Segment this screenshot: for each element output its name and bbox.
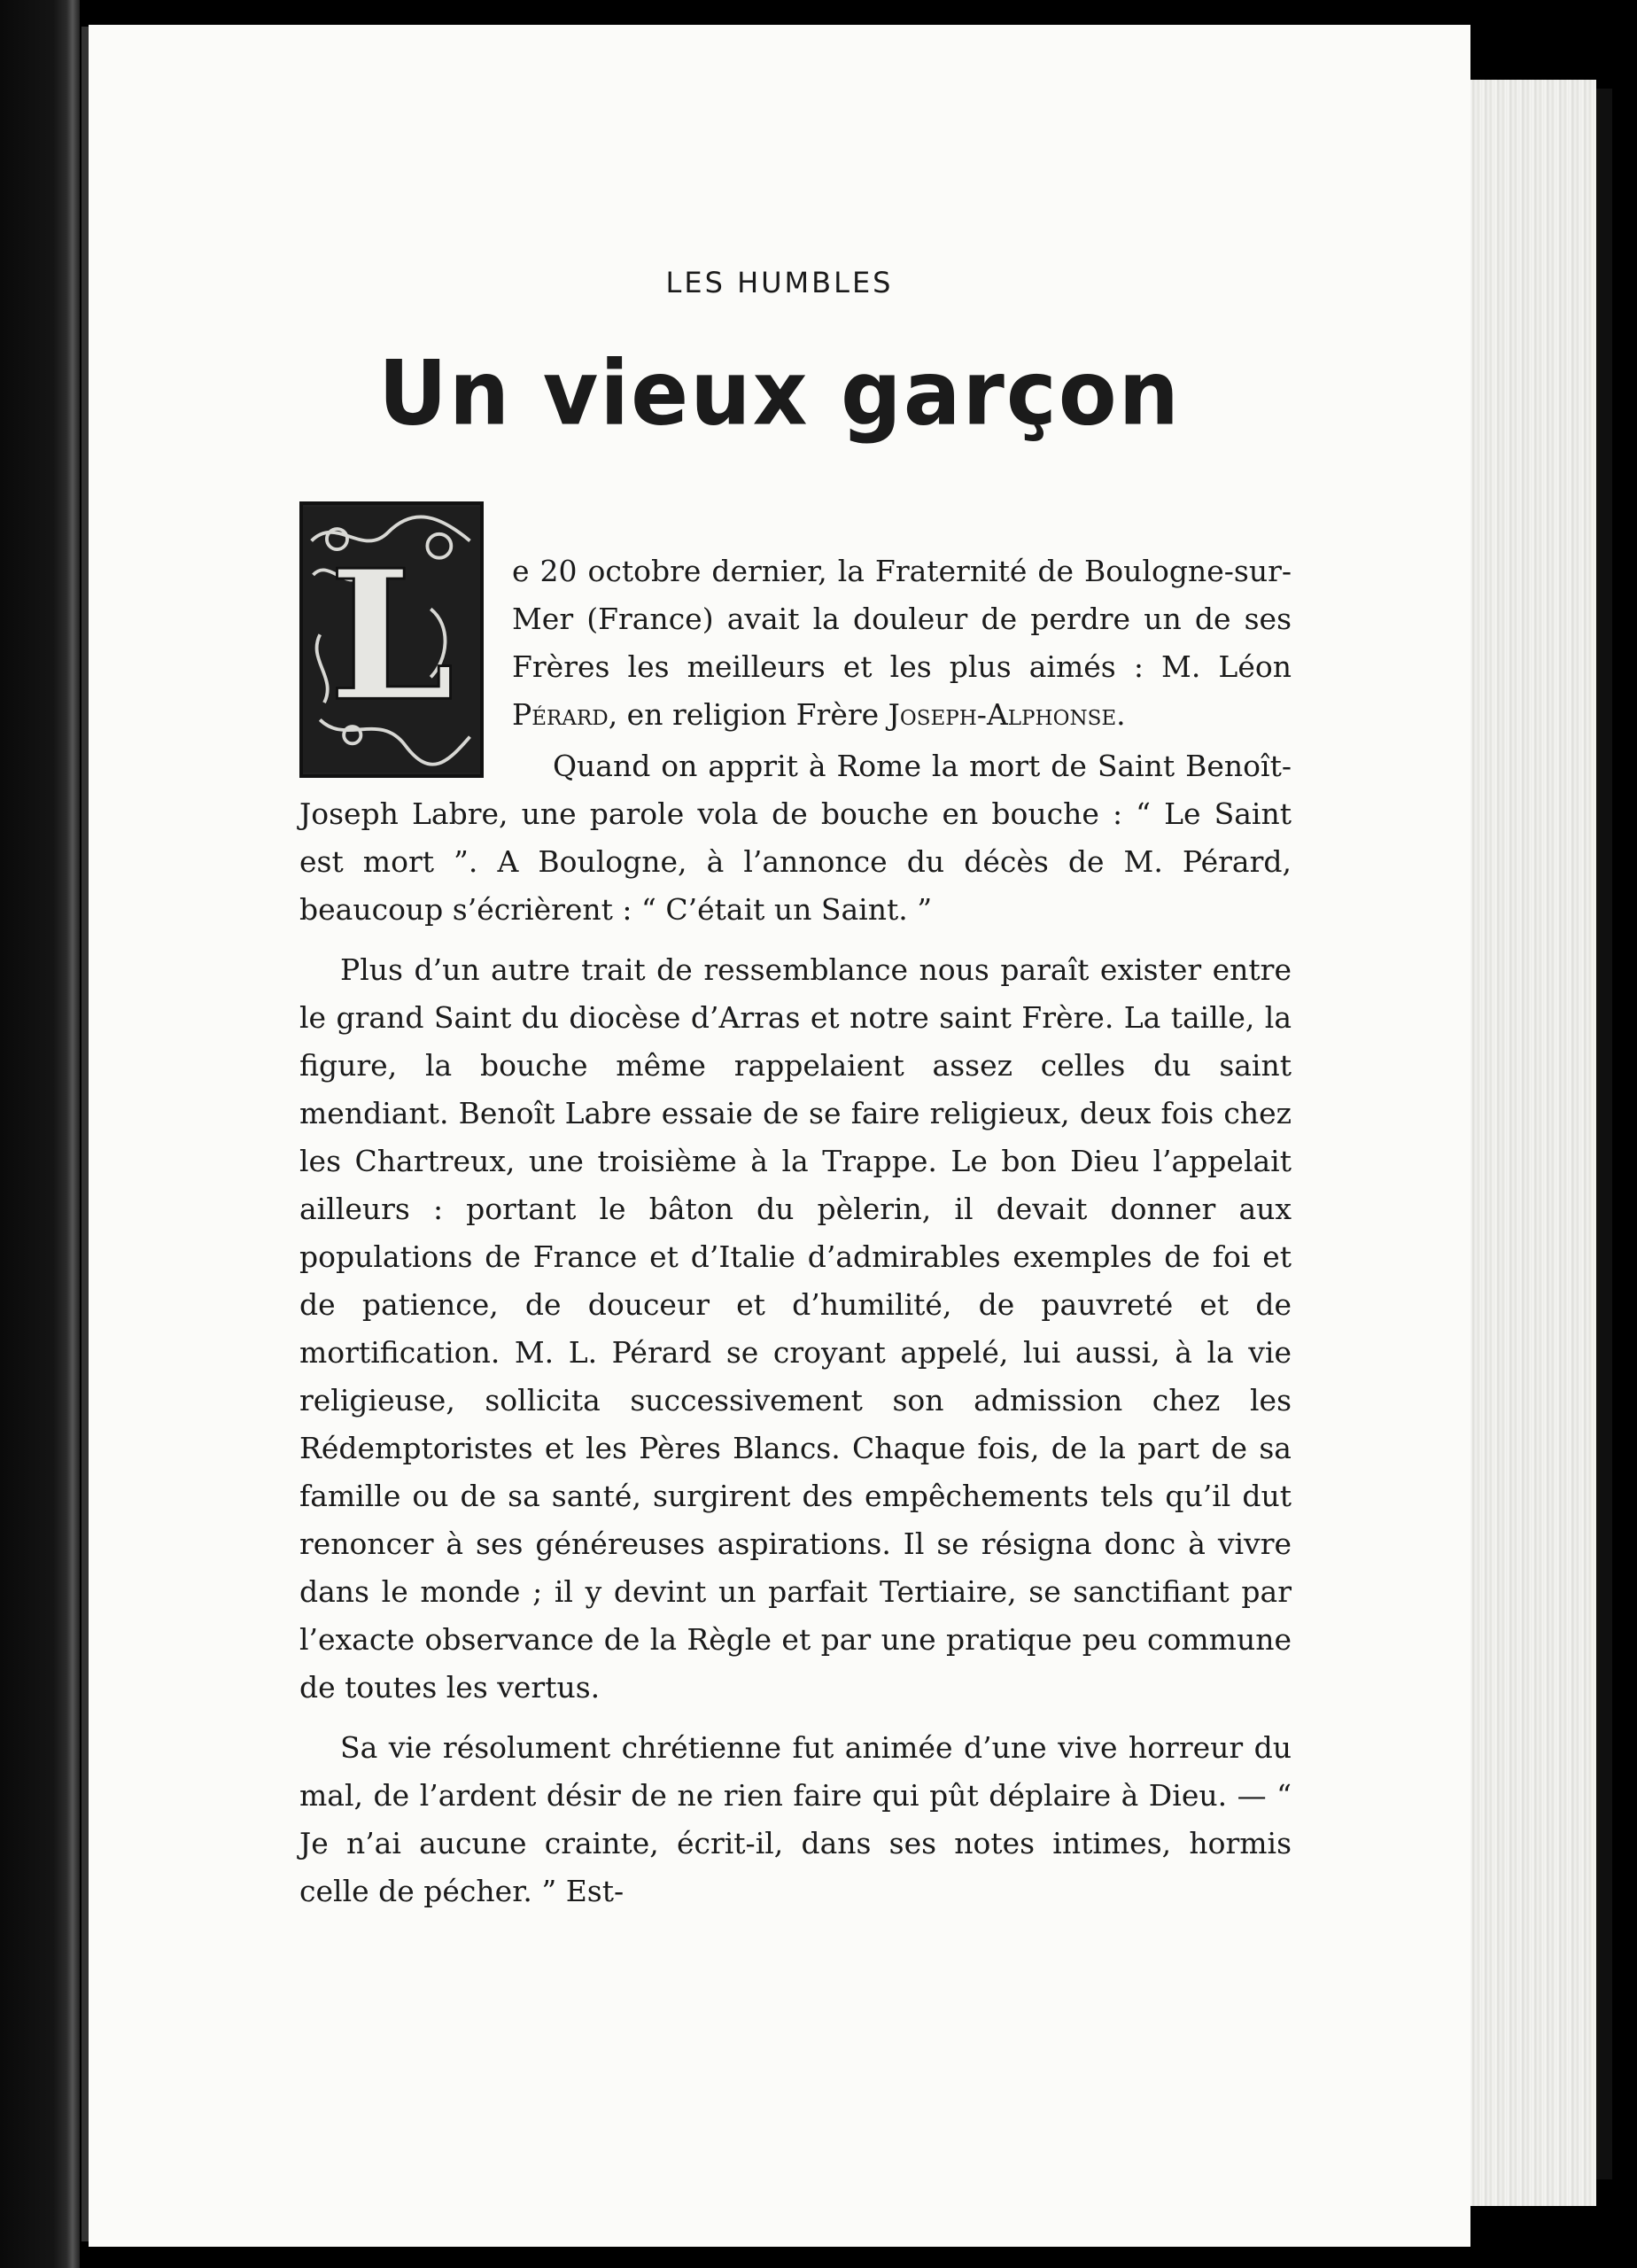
article-title: Un vieux garçon xyxy=(377,341,1182,446)
paragraph-1-start: e 20 octobre dernier, la Fraternité de Boulogne-sur-Mer (France) avait la douleur de perdre un de ses Frères les meilleurs et les plus aimés : M. Léon xyxy=(512,554,1292,684)
dropcap-letter: L xyxy=(329,530,454,742)
paragraph-2: Quand on apprit à Rome la mort de Saint Benoît-Joseph Labre, une parole vola de bouche en bouche : “ Le Saint est mort ”. A Boulogne, à l’annonce du décès de M. Pérard, beaucoup s’écrièrent : “ C’était un Saint. ” xyxy=(299,749,1292,927)
paragraph-3: Plus d’un autre trait de ressemblance nous paraît exister entre le grand Saint du diocèse d’Arras et notre saint Frère. La taille, la figure, la bouche même rappelaient assez celles du saint mendiant. Benoît Labre essaie de se faire religieux, deux fois chez les Chartreux, une troisième à la Trappe. Le bon Dieu l’appelait ailleurs : portant le bâton du pèlerin, il devait donner aux populations de France et d’Italie d’admirables exemples de foi et de patience, de douceur et d’humilité, de pauvreté et de mortification. M. L. Pérard se croyant appelé, lui aussi, à la vie religieuse, sollicita successivement son admission chez les Rédemptoristes et les Pères Blancs. Chaque fois, de la part de sa famille ou de sa santé, surgirent des empêchements tels qu’il dut renoncer à ses généreuses aspirations. Il se résigna donc à vivre dans le monde ; il y devint un parfait Tertiaire, se sanctifiant par l’exacte observance de la Règle et par une pratique peu commune de toutes les vertus. xyxy=(299,952,1292,1705)
paragraph-1 xyxy=(299,548,1292,739)
paragraph-4: Sa vie résolument chrétienne fut animée d’une vive horreur du mal, de l’ardent désir de ne rien faire qui pût déplaire à Dieu. — “ Je n’ai aucune crainte, écrit-il, dans ses notes intimes, hormis celle de pécher. ” Est- xyxy=(299,1730,1292,1908)
religious-name: Joseph-Alphonse xyxy=(888,697,1117,732)
running-head: LES HUMBLES xyxy=(665,266,894,299)
book-page xyxy=(89,25,1470,2247)
paragraph-1-end: . xyxy=(1116,697,1126,732)
person-name: Pérard xyxy=(512,697,609,732)
page-content xyxy=(266,25,1293,2240)
paragraph-1-mid: , en religion Frère xyxy=(608,697,888,732)
article-body xyxy=(299,548,1292,1915)
previous-page-edge xyxy=(0,0,80,2268)
